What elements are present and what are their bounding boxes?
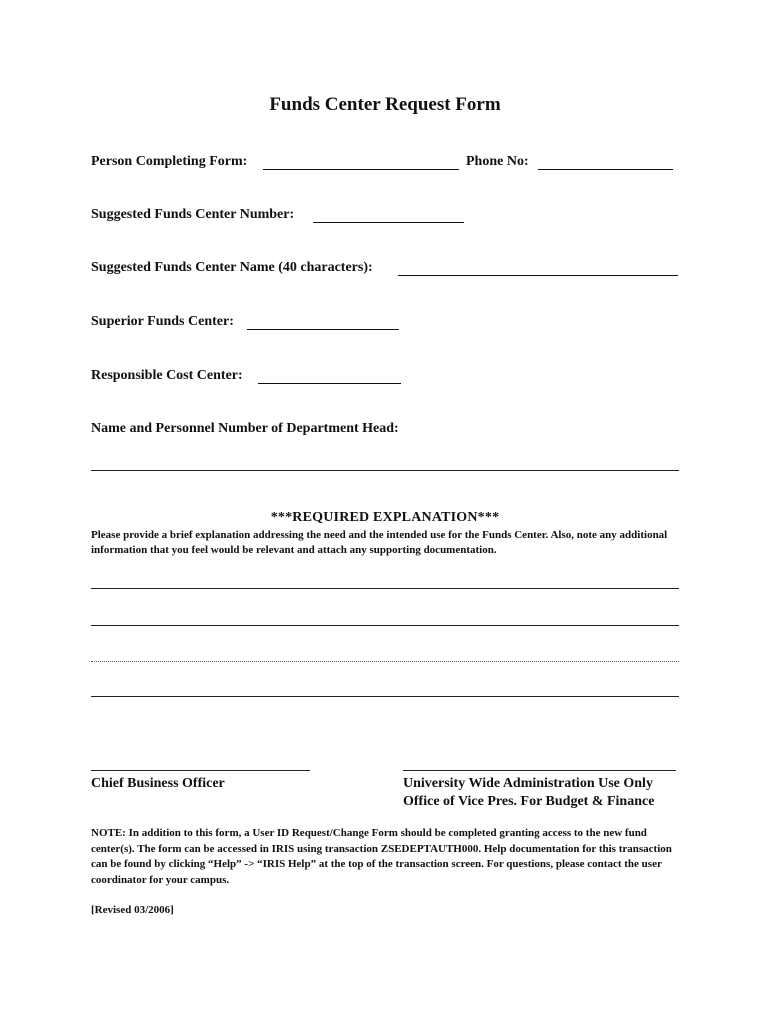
suggested-name-field[interactable] <box>398 263 678 276</box>
explanation-line-4[interactable] <box>91 696 679 697</box>
university-use-label-line1: University Wide Administration Use Only <box>403 776 653 791</box>
suggested-number-field[interactable] <box>313 210 464 223</box>
superior-center-label: Superior Funds Center: <box>91 314 234 329</box>
explanation-line-2[interactable] <box>91 625 679 626</box>
responsible-cost-center-label: Responsible Cost Center: <box>91 368 243 383</box>
university-use-label-line2: Office of Vice Pres. For Budget & Finance <box>403 794 655 809</box>
required-explanation-heading: ***REQUIRED EXPLANATION*** <box>270 510 500 525</box>
suggested-name-label: Suggested Funds Center Name (40 characters): <box>91 260 373 275</box>
required-explanation-text: Please provide a brief explanation addressing the need and the intended use for the Funds Center. Also, note any additional information that you feel would be relevant and attach any supporting documentation. <box>91 529 668 556</box>
department-head-label: Name and Personnel Number of Department Head: <box>91 421 399 436</box>
university-use-signature-line[interactable] <box>403 770 676 771</box>
chief-business-officer-label: Chief Business Officer <box>91 776 225 791</box>
form-title: Funds Center Request Form <box>269 94 501 115</box>
department-head-field[interactable] <box>91 470 679 471</box>
responsible-cost-center-field[interactable] <box>258 371 401 384</box>
person-completing-label: Person Completing Form: <box>91 154 248 169</box>
phone-no-field[interactable] <box>538 157 673 170</box>
chief-business-officer-signature-line[interactable] <box>91 770 310 771</box>
person-completing-field[interactable] <box>263 157 459 170</box>
phone-no-label: Phone No: <box>466 154 529 169</box>
suggested-number-label: Suggested Funds Center Number: <box>91 207 295 222</box>
note-paragraph: NOTE: In addition to this form, a User ID Request/Change Form should be completed granting access to the new fund center(s). The form can be accessed in IRIS using transaction ZSEDEPTAUTH000. Help documentation for this transaction can be found by clicking “Help” -> “IRIS Help” at the top of the transaction screen. For questions, please contact the user coordinator for your campus. <box>91 827 672 886</box>
superior-center-field[interactable] <box>247 317 399 330</box>
revised-date: [Revised 03/2006] <box>91 904 174 916</box>
explanation-line-3[interactable] <box>91 661 679 662</box>
explanation-line-1[interactable] <box>91 588 679 589</box>
